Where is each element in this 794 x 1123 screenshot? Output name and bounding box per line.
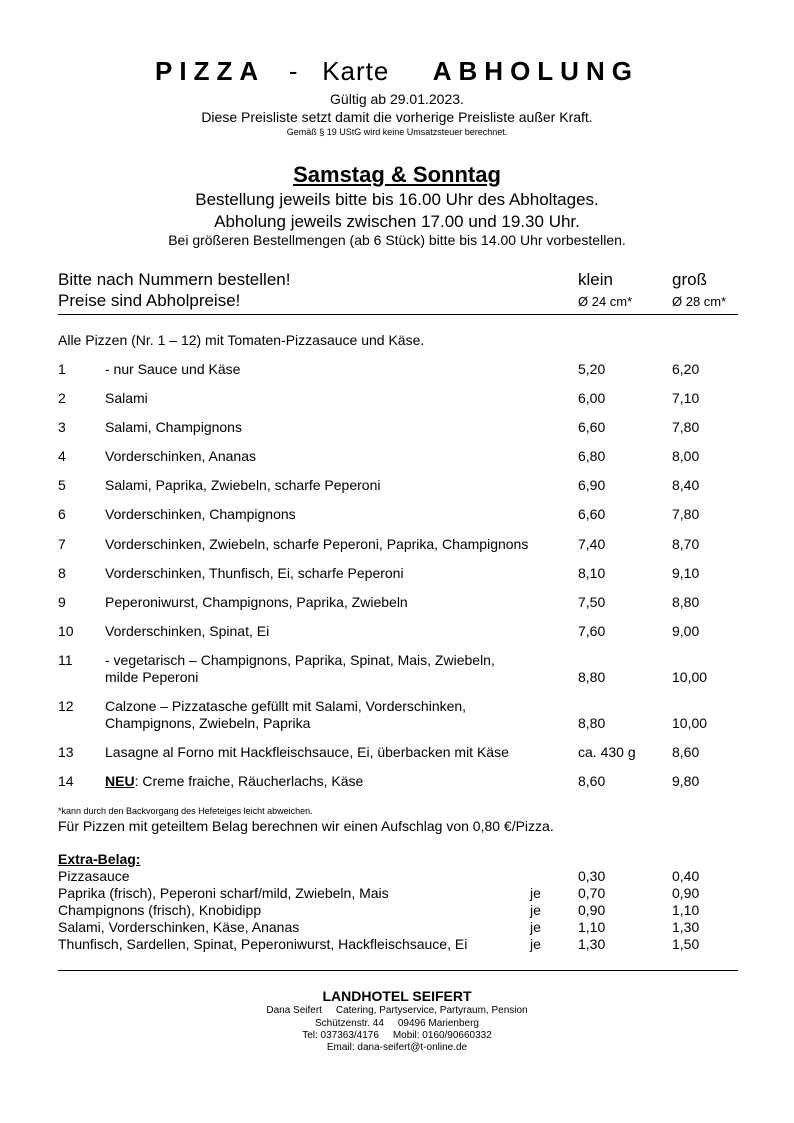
pizza-number: 11: [58, 652, 73, 668]
pizza-description: Vorderschinken, Champignons: [105, 506, 296, 522]
pizza-number: 3: [58, 419, 66, 435]
extra-name: Paprika (frisch), Peperoni scharf/mild, Zwiebeln, Mais: [58, 885, 389, 901]
title-karte: Karte: [322, 56, 390, 86]
title-abholung: ABHOLUNG: [432, 56, 639, 86]
price-small: 8,80: [578, 715, 606, 731]
pizza-description: Salami: [105, 390, 148, 406]
pizza-number: 9: [58, 594, 66, 610]
price-large: 9,00: [672, 623, 700, 639]
order-deadline: Bestellung jeweils bitte bis 16.00 Uhr des Abholtages.: [195, 190, 599, 209]
price-small: 6,00: [578, 390, 606, 406]
pickup-prices-note: Preise sind Abholpreise!: [58, 291, 241, 310]
price-large: 7,80: [672, 419, 700, 435]
price-small: 6,90: [578, 477, 606, 493]
extra-each: je: [530, 885, 541, 901]
pickup-window: Abholung jeweils zwischen 17.00 und 19.30 Uhr.: [214, 212, 580, 231]
extra-price-large: 0,90: [672, 885, 700, 901]
column-large-label: groß: [672, 270, 707, 289]
extra-each: je: [530, 936, 541, 952]
supersede-note: Diese Preisliste setzt damit die vorherige Preisliste außer Kraft.: [201, 109, 593, 125]
extra-name: Pizzasauce: [58, 868, 130, 884]
price-large: 8,80: [672, 594, 700, 610]
footer-address: Schützenstr. 44 09496 Marienberg: [315, 1018, 479, 1029]
price-small: 7,50: [578, 594, 606, 610]
valid-from: Gültig ab 29.01.2023.: [330, 91, 464, 107]
tax-note: Gemäß § 19 UStG wird keine Umsatzsteuer berechnet.: [286, 127, 508, 137]
pizza-number: 4: [58, 448, 66, 464]
footer-owner-services: Dana Seifert Catering, Partyservice, Partyraum, Pension: [266, 1005, 528, 1016]
extra-price-small: 1,10: [578, 919, 606, 935]
price-small: 7,60: [578, 623, 606, 639]
split-topping-surcharge: Für Pizzen mit geteiltem Belag berechnen wir einen Aufschlag von 0,80 €/Pizza.: [58, 818, 554, 834]
extra-price-large: 1,50: [672, 936, 700, 952]
extra-price-large: 1,10: [672, 902, 700, 918]
extras-heading: Extra-Belag:: [58, 851, 141, 867]
price-small: 8,60: [578, 773, 606, 789]
footer-email: Email: dana-seifert@t-online.de: [326, 1042, 468, 1053]
pizza-number: 2: [58, 390, 66, 406]
extra-name: Champignons (frisch), Knobidipp: [58, 902, 262, 918]
price-large: 7,10: [672, 390, 700, 406]
column-small-label: klein: [578, 270, 613, 289]
pizza-description: Vorderschinken, Thunfisch, Ei, scharfe Peperoni: [105, 565, 404, 581]
price-large: 8,00: [672, 448, 700, 464]
price-large: 7,80: [672, 506, 700, 522]
pizza-number: 10: [58, 623, 74, 639]
size-footnote: *kann durch den Backvorgang des Hefeteiges leicht abweichen.: [58, 806, 313, 816]
price-large: 8,70: [672, 536, 700, 552]
price-small: ca. 430 g: [578, 744, 636, 760]
extra-each: je: [530, 902, 541, 918]
price-small: 5,20: [578, 361, 606, 377]
pizza-description: [105, 773, 363, 790]
price-large: 9,10: [672, 565, 700, 581]
extra-name: Thunfisch, Sardellen, Spinat, Peperoniwurst, Hackfleischsauce, Ei: [58, 936, 468, 952]
price-large: 8,40: [672, 477, 700, 493]
column-small-size: Ø 24 cm*: [578, 294, 633, 309]
price-small: 6,80: [578, 448, 606, 464]
pizza-description: Vorderschinken, Spinat, Ei: [105, 623, 270, 639]
pizza-description: Salami, Champignons: [105, 419, 242, 435]
pizza-description: Vorderschinken, Ananas: [105, 448, 256, 464]
price-large: 8,60: [672, 744, 700, 760]
pizza-number: 7: [58, 536, 66, 552]
pizza-number: 5: [58, 477, 66, 493]
price-small: 7,40: [578, 536, 606, 552]
title-separator: -: [288, 56, 299, 86]
extra-each: je: [530, 919, 541, 935]
pizza-number: 6: [58, 506, 66, 522]
pizza-description: Calzone – Pizzatasche gefüllt mit Salami, Vorderschinken,: [105, 698, 467, 714]
page-title: [0, 56, 794, 87]
price-large: 10,00: [672, 715, 708, 731]
pizza-number: 12: [58, 698, 74, 714]
pizza-description: Peperoniwurst, Champignons, Paprika, Zwiebeln: [105, 594, 408, 610]
pizza-description: - nur Sauce und Käse: [105, 361, 241, 377]
pizza-number: 14: [58, 773, 74, 789]
extra-price-small: 1,30: [578, 936, 606, 952]
pizza-description: Lasagne al Forno mit Hackfleischsauce, Ei, überbacken mit Käse: [105, 744, 509, 760]
price-large: 6,20: [672, 361, 700, 377]
pizza-description-text: : Creme fraiche, Räucherlachs, Käse: [134, 773, 364, 789]
price-small: 8,80: [578, 669, 606, 685]
pizza-intro: Alle Pizzen (Nr. 1 – 12) mit Tomaten-Pizzasauce und Käse.: [58, 332, 425, 348]
price-large: 9,80: [672, 773, 700, 789]
bulk-order-note: Bei größeren Bestellmengen (ab 6 Stück) bitte bis 14.00 Uhr vorbestellen.: [168, 232, 626, 248]
extra-price-small: 0,30: [578, 868, 606, 884]
extra-price-small: 0,90: [578, 902, 606, 918]
pizza-description: - vegetarisch – Champignons, Paprika, Spinat, Mais, Zwiebeln,: [105, 652, 495, 668]
footer-divider: [58, 970, 738, 971]
price-small: 6,60: [578, 506, 606, 522]
pizza-number: 1: [58, 361, 66, 377]
pizza-number: 13: [58, 744, 74, 760]
pizza-description-line2: Champignons, Zwiebeln, Paprika: [105, 715, 311, 731]
pizza-description: Vorderschinken, Zwiebeln, scharfe Peperoni, Paprika, Champignons: [105, 536, 529, 552]
price-small: 8,10: [578, 565, 606, 581]
order-by-number-note: Bitte nach Nummern bestellen!: [58, 270, 291, 289]
footer-phone: Tel: 037363/4176 Mobil: 0160/90660332: [302, 1030, 492, 1041]
pizza-number: 8: [58, 565, 66, 581]
hotel-name: LANDHOTEL SEIFERT: [322, 988, 472, 1004]
extra-price-large: 0,40: [672, 868, 700, 884]
column-large-size: Ø 28 cm*: [672, 294, 727, 309]
extra-price-small: 0,70: [578, 885, 606, 901]
header-divider: [58, 314, 738, 315]
price-small: 6,60: [578, 419, 606, 435]
new-badge: NEU: [105, 773, 135, 789]
title-pizza: PIZZA: [155, 56, 266, 86]
price-large: 10,00: [672, 669, 708, 685]
extra-name: Salami, Vorderschinken, Käse, Ananas: [58, 919, 300, 935]
days-heading: Samstag & Sonntag: [293, 162, 501, 187]
pizza-description: Salami, Paprika, Zwiebeln, scharfe Peperoni: [105, 477, 381, 493]
pizza-description-line2: milde Peperoni: [105, 669, 199, 685]
extra-price-large: 1,30: [672, 919, 700, 935]
